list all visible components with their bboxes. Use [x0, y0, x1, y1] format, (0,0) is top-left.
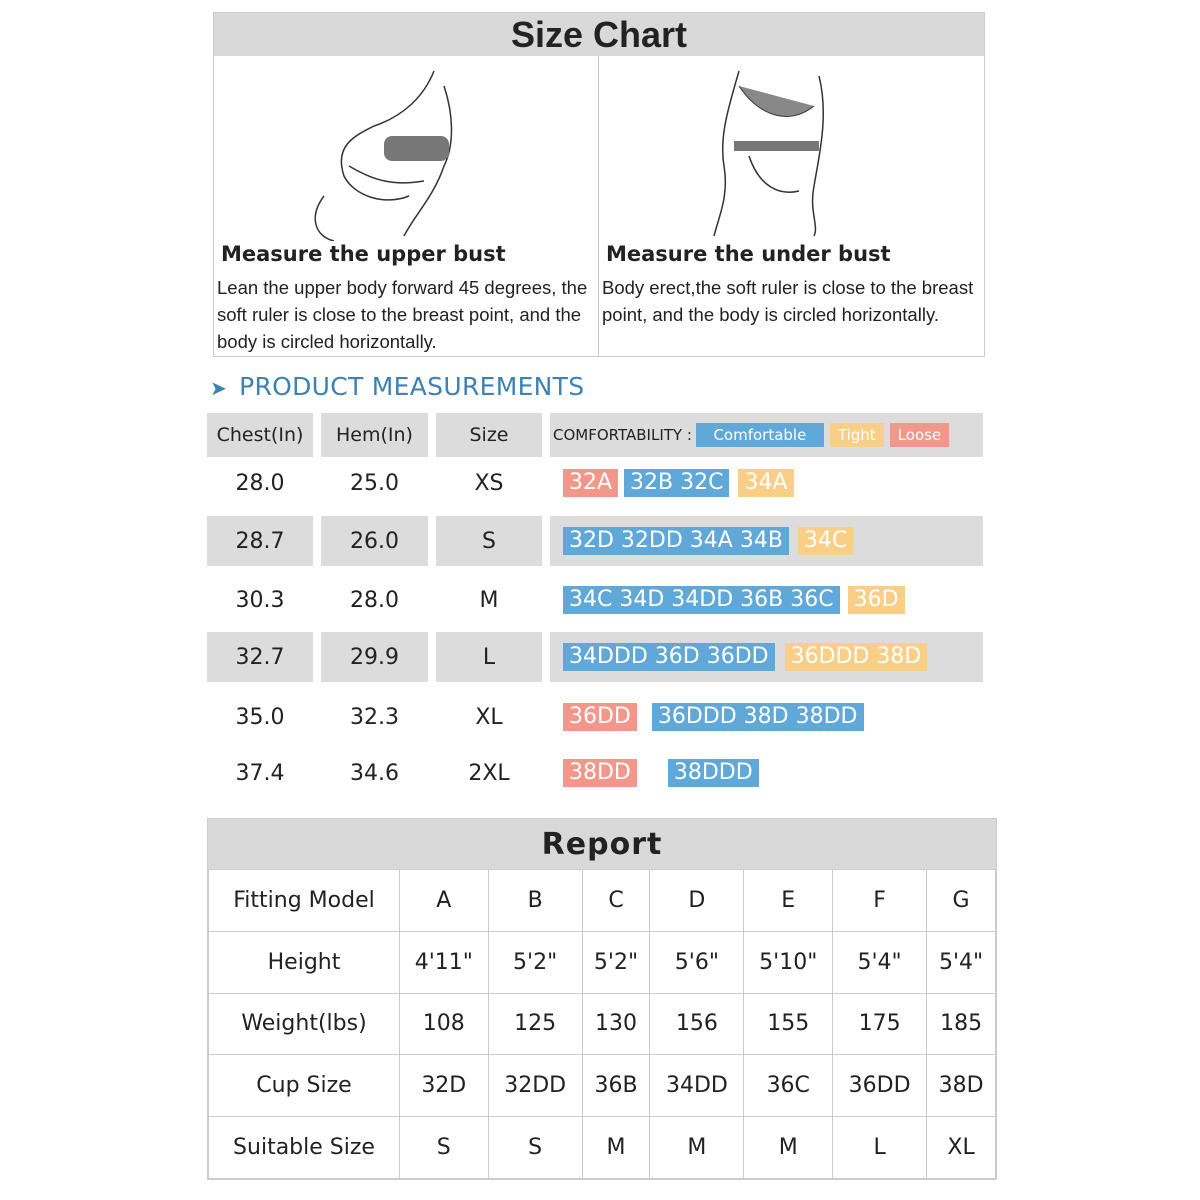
legend-loose: Loose	[890, 423, 950, 447]
report-cell: L	[833, 1117, 927, 1179]
report-cell: 38D	[927, 1055, 996, 1117]
size-chip-tight: 34C	[798, 527, 853, 555]
cell-hem: 25.0	[350, 470, 399, 496]
upper-bust-illustration	[294, 66, 494, 241]
cell-size: M	[479, 587, 499, 613]
report-row-label: Weight(lbs)	[209, 993, 400, 1055]
report-cell: M	[650, 1117, 744, 1179]
size-chip-tight: 36D	[848, 586, 905, 614]
under-bust-title: Measure the under bust	[606, 242, 891, 266]
report-cell: 108	[400, 993, 489, 1055]
cell-bra-sizes	[550, 575, 983, 625]
report-row-label: Cup Size	[209, 1055, 400, 1117]
report-cell: 155	[744, 993, 833, 1055]
report-row-label: Fitting Model	[209, 870, 400, 932]
report-cell: 156	[650, 993, 744, 1055]
report-cell: F	[833, 870, 927, 932]
cell-size: L	[436, 632, 542, 682]
cell-hem: 26.0	[321, 516, 428, 566]
report-cell: E	[744, 870, 833, 932]
report-cell: 5'2"	[488, 931, 582, 993]
report-row	[209, 931, 996, 993]
header-comfortability	[550, 413, 983, 457]
report-grid	[208, 869, 996, 1179]
report-row	[209, 870, 996, 932]
cell-chest: 35.0	[235, 704, 285, 730]
size-chip-comfortable: 34DDD 36D 36DD	[563, 643, 775, 671]
report-row-label: Height	[209, 931, 400, 993]
arrow-icon: ➤	[210, 376, 228, 400]
report-cell: S	[488, 1117, 582, 1179]
cell-chest: 37.4	[235, 760, 285, 786]
comfortability-label: COMFORTABILITY :	[553, 426, 692, 444]
under-bust-description: Body erect,the soft ruler is close to the breast point, and the body is circled horizontally.	[602, 277, 974, 325]
report-cell: XL	[927, 1117, 996, 1179]
cell-bra-sizes	[550, 460, 983, 506]
cell-hem: 34.6	[350, 760, 399, 786]
report-cell: 130	[582, 993, 650, 1055]
report-cell: 185	[927, 993, 996, 1055]
cell-bra-sizes	[550, 632, 983, 682]
cell-bra-sizes	[550, 692, 983, 742]
report-cell: C	[582, 870, 650, 932]
report-cell: M	[582, 1117, 650, 1179]
report-cell: 32D	[400, 1055, 489, 1117]
report-cell: 4'11"	[400, 931, 489, 993]
report-cell: 175	[833, 993, 927, 1055]
upper-bust-title: Measure the upper bust	[221, 242, 506, 266]
report-row	[209, 1117, 996, 1179]
product-measurements-heading	[210, 372, 584, 401]
report-cell: 5'6"	[650, 931, 744, 993]
report-cell: S	[400, 1117, 489, 1179]
cell-hem: 32.3	[350, 704, 399, 730]
report-cell: D	[650, 870, 744, 932]
cell-chest: 28.7	[207, 516, 313, 566]
cell-size: 2XL	[468, 760, 510, 786]
cell-size: S	[436, 516, 542, 566]
report-cell: 34DD	[650, 1055, 744, 1117]
report-table	[207, 818, 997, 1180]
size-chip-loose: 38DD	[563, 759, 637, 787]
report-cell: A	[400, 870, 489, 932]
report-cell: 32DD	[488, 1055, 582, 1117]
report-title: Report	[208, 819, 996, 869]
size-chip-comfortable: 32B 32C	[624, 469, 729, 497]
size-chip-comfortable: 36DDD 38D 38DD	[652, 703, 864, 731]
header-hem: Hem(In)	[321, 413, 428, 457]
report-cell: 36C	[744, 1055, 833, 1117]
size-chip-comfortable: 38DDD	[668, 759, 759, 787]
cell-hem: 28.0	[350, 587, 399, 613]
report-cell: B	[488, 870, 582, 932]
size-chip-tight: 36DDD 38D	[785, 643, 928, 671]
size-chip-loose: 36DD	[563, 703, 637, 731]
report-cell: G	[927, 870, 996, 932]
report-row	[209, 993, 996, 1055]
report-cell: 125	[488, 993, 582, 1055]
report-cell: 5'4"	[927, 931, 996, 993]
report-cell: 5'10"	[744, 931, 833, 993]
heading-text: PRODUCT MEASUREMENTS	[239, 372, 585, 401]
report-cell: 5'2"	[582, 931, 650, 993]
under-bust-panel	[599, 56, 984, 356]
cell-bra-sizes	[550, 748, 983, 798]
size-chip-loose: 32A	[563, 469, 618, 497]
under-bust-illustration	[679, 66, 879, 241]
report-cell: M	[744, 1117, 833, 1179]
report-cell: 36B	[582, 1055, 650, 1117]
cell-bra-sizes	[550, 516, 983, 566]
cell-size: XS	[474, 470, 504, 496]
cell-chest: 32.7	[207, 632, 313, 682]
cell-chest: 30.3	[235, 587, 285, 613]
size-chip-comfortable: 34C 34D 34DD 36B 36C	[563, 586, 840, 614]
legend-tight: Tight	[830, 423, 884, 447]
header-size: Size	[436, 413, 542, 457]
upper-bust-panel	[214, 56, 599, 356]
report-cell: 36DD	[833, 1055, 927, 1117]
cell-size: XL	[475, 704, 503, 730]
report-cell: 5'4"	[833, 931, 927, 993]
page-title: Size Chart	[214, 13, 984, 56]
cell-chest: 28.0	[235, 470, 285, 496]
size-chip-comfortable: 32D 32DD 34A 34B	[563, 527, 789, 555]
measure-guide	[213, 12, 985, 357]
legend-comfortable: Comfortable	[696, 423, 824, 447]
report-row-label: Suitable Size	[209, 1117, 400, 1179]
header-chest: Chest(In)	[207, 413, 313, 457]
report-row	[209, 1055, 996, 1117]
cell-hem: 29.9	[321, 632, 428, 682]
size-chip-tight: 34A	[738, 469, 793, 497]
upper-bust-description: Lean the upper body forward 45 degrees, the soft ruler is close to the breast point, and the body is circled horizontally.	[217, 277, 588, 352]
